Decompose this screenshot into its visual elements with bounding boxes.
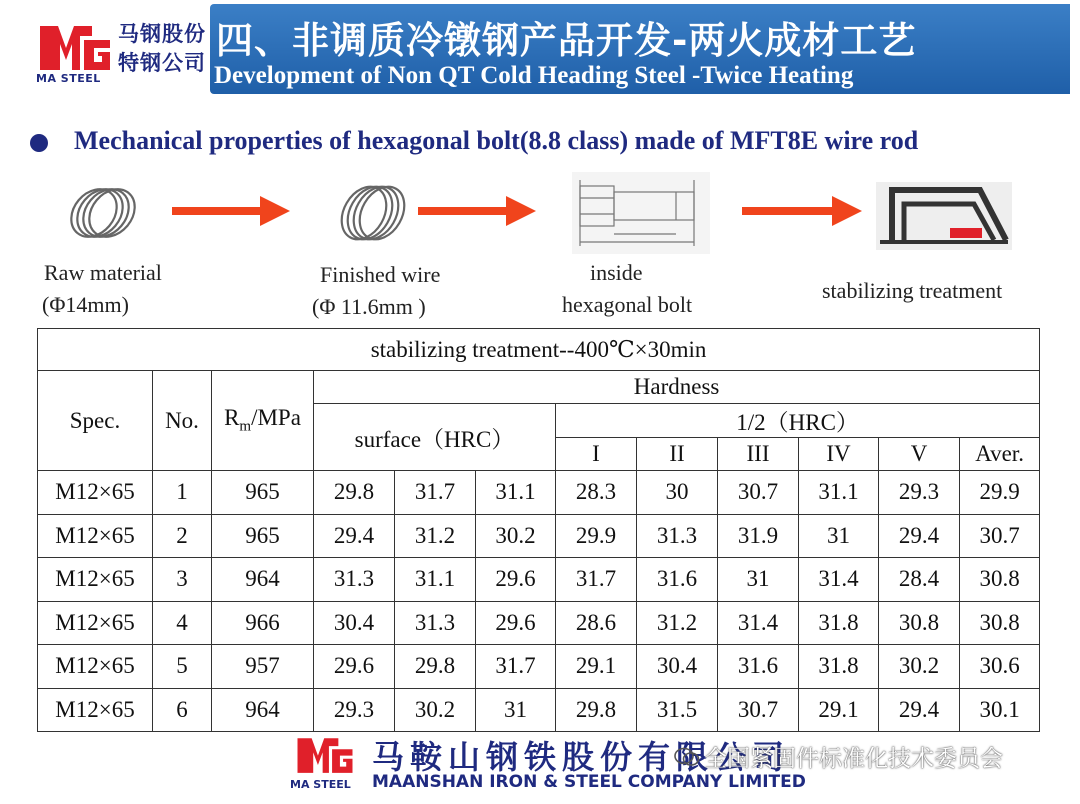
header-half: 1/2（HRC） [556, 404, 1040, 438]
hardness-table [37, 328, 1040, 732]
step-raw-material-size: (Φ14mm) [42, 292, 129, 317]
table-row [38, 688, 1040, 732]
spec-cell: M12×65 [38, 471, 153, 515]
no-cell: 5 [153, 645, 212, 689]
surface-hrc-cell: 29.3 [314, 688, 395, 732]
rm-cell: 964 [212, 558, 314, 602]
table-row [38, 514, 1040, 558]
logo-en-text: MA STEEL [36, 72, 101, 85]
rm-cell: 965 [212, 514, 314, 558]
half-hrc-cell: 29.9 [556, 514, 637, 558]
half-hrc-cell: 31.4 [799, 558, 879, 602]
flow-arrow-icon-2 [418, 196, 536, 226]
surface-hrc-cell: 29.6 [476, 601, 556, 645]
half-hrc-cell: 28.3 [556, 471, 637, 515]
footer-company-cn: 马鞍山钢铁股份有限公司 [372, 738, 791, 776]
finished-wire-coil-icon [336, 180, 408, 246]
surface-hrc-cell: 31.1 [476, 471, 556, 515]
rm-cell: 966 [212, 601, 314, 645]
half-hrc-cell: 30.8 [960, 558, 1040, 602]
half-hrc-cell: 31 [718, 558, 799, 602]
half-hrc-cell: 29.9 [960, 471, 1040, 515]
surface-hrc-cell: 31.3 [395, 601, 476, 645]
rm-cell: 957 [212, 645, 314, 689]
surface-hrc-cell: 29.4 [314, 514, 395, 558]
rm-cell: 964 [212, 688, 314, 732]
no-cell: 1 [153, 471, 212, 515]
no-cell: 4 [153, 601, 212, 645]
wechat-icon [674, 747, 700, 767]
half-hrc-cell: 31.8 [799, 601, 879, 645]
watermark-text: 全国紧固件标准化技术委员会 [704, 746, 1003, 772]
half-hrc-cell: 29.1 [556, 645, 637, 689]
surface-hrc-cell: 30.2 [476, 514, 556, 558]
surface-hrc-cell: 31.3 [314, 558, 395, 602]
table-row [38, 471, 1040, 515]
rm-cell: 965 [212, 471, 314, 515]
title-band [210, 4, 1070, 94]
surface-hrc-cell: 31.7 [476, 645, 556, 689]
step-bolt-label-2: hexagonal bolt [562, 292, 693, 317]
surface-hrc-cell: 29.6 [476, 558, 556, 602]
section-subtitle: Mechanical properties of hexagonal bolt(8.8 class) made of MFT8E wire rod [74, 126, 919, 155]
half-hrc-cell: 30.1 [960, 688, 1040, 732]
footer-company-en: MAANSHAN IRON & STEEL COMPANY LIMITED [372, 772, 806, 792]
half-hrc-cell: 31.6 [718, 645, 799, 689]
logo-cn-line2: 特钢公司 [118, 51, 206, 75]
flow-arrow-icon-3 [742, 196, 862, 226]
header-rm-unit: /MPa [251, 405, 301, 431]
hexagonal-bolt-drawing-icon [572, 172, 710, 254]
step-raw-material-label: Raw material [44, 260, 162, 285]
step-finished-wire-label: Finished wire [320, 262, 441, 287]
half-hrc-cell: 30.7 [718, 688, 799, 732]
furnace-diagram-icon [876, 182, 1012, 250]
page-title-cn: 四、非调质冷镦钢产品开发-两火成材工艺 [216, 19, 917, 62]
surface-hrc-cell: 29.6 [314, 645, 395, 689]
half-hrc-cell: 30.2 [879, 645, 960, 689]
half-hrc-cell: 31.4 [718, 601, 799, 645]
spec-cell: M12×65 [38, 558, 153, 602]
half-hrc-cell: 30.4 [637, 645, 718, 689]
header-half-col: Aver. [960, 438, 1040, 471]
flow-arrow-icon-1 [172, 196, 290, 226]
header-no: No. [153, 371, 212, 471]
surface-hrc-cell: 31 [476, 688, 556, 732]
half-hrc-cell: 31.5 [637, 688, 718, 732]
half-hrc-cell: 30.7 [718, 471, 799, 515]
surface-hrc-cell: 30.2 [395, 688, 476, 732]
masteel-logo-mark-icon [36, 18, 114, 74]
half-hrc-cell: 30.8 [879, 601, 960, 645]
header-rm-main: R [224, 405, 240, 431]
spec-cell: M12×65 [38, 645, 153, 689]
table-caption: stabilizing treatment--400℃×30min [38, 329, 1040, 371]
half-hrc-cell: 30.8 [960, 601, 1040, 645]
spec-cell: M12×65 [38, 601, 153, 645]
bullet-icon [30, 134, 48, 152]
half-hrc-cell: 31.9 [718, 514, 799, 558]
half-hrc-cell: 29.4 [879, 514, 960, 558]
spec-cell: M12×65 [38, 688, 153, 732]
step-finished-wire-size: (Φ 11.6mm ) [312, 294, 426, 319]
header-half-col: I [556, 438, 637, 471]
surface-hrc-cell: 31.1 [395, 558, 476, 602]
table-row [38, 645, 1040, 689]
header-half-col: III [718, 438, 799, 471]
header-half-col: V [879, 438, 960, 471]
raw-material-coil-icon [64, 182, 140, 244]
table-row [38, 601, 1040, 645]
header-spec: Spec. [38, 371, 153, 471]
footer-logo-en: MA STEEL [290, 778, 351, 791]
half-hrc-cell: 29.3 [879, 471, 960, 515]
header-rm-sub: m [239, 418, 252, 435]
half-hrc-cell: 31.7 [556, 558, 637, 602]
half-hrc-cell: 30.7 [960, 514, 1040, 558]
no-cell: 2 [153, 514, 212, 558]
spec-cell: M12×65 [38, 514, 153, 558]
surface-hrc-cell: 31.2 [395, 514, 476, 558]
logo-cn-text [118, 20, 206, 78]
half-hrc-cell: 30.6 [960, 645, 1040, 689]
masteel-logo [14, 8, 210, 92]
half-hrc-cell: 29.1 [799, 688, 879, 732]
header-surface: surface（HRC） [314, 404, 556, 471]
half-hrc-cell: 31.8 [799, 645, 879, 689]
step-stabilizing-label: stabilizing treatment [822, 278, 1003, 303]
half-hrc-cell: 30 [637, 471, 718, 515]
footer-logo-mark-icon [294, 732, 356, 776]
page-title-en: Development of Non QT Cold Heading Steel -Twice Heating [214, 62, 854, 89]
surface-hrc-cell: 30.4 [314, 601, 395, 645]
no-cell: 6 [153, 688, 212, 732]
no-cell: 3 [153, 558, 212, 602]
header-rm [212, 371, 314, 471]
half-hrc-cell: 31.2 [637, 601, 718, 645]
surface-hrc-cell: 31.7 [395, 471, 476, 515]
surface-hrc-cell: 29.8 [314, 471, 395, 515]
half-hrc-cell: 31.3 [637, 514, 718, 558]
half-hrc-cell: 31 [799, 514, 879, 558]
step-bolt-label-1: inside [590, 260, 643, 285]
half-hrc-cell: 31.1 [799, 471, 879, 515]
logo-cn-line1: 马钢股份 [118, 22, 206, 46]
header-half-col: IV [799, 438, 879, 471]
header-hardness: Hardness [314, 371, 1040, 404]
header-half-col: II [637, 438, 718, 471]
half-hrc-cell: 28.6 [556, 601, 637, 645]
table-row [38, 558, 1040, 602]
half-hrc-cell: 29.4 [879, 688, 960, 732]
half-hrc-cell: 28.4 [879, 558, 960, 602]
surface-hrc-cell: 29.8 [395, 645, 476, 689]
half-hrc-cell: 31.6 [637, 558, 718, 602]
half-hrc-cell: 29.8 [556, 688, 637, 732]
